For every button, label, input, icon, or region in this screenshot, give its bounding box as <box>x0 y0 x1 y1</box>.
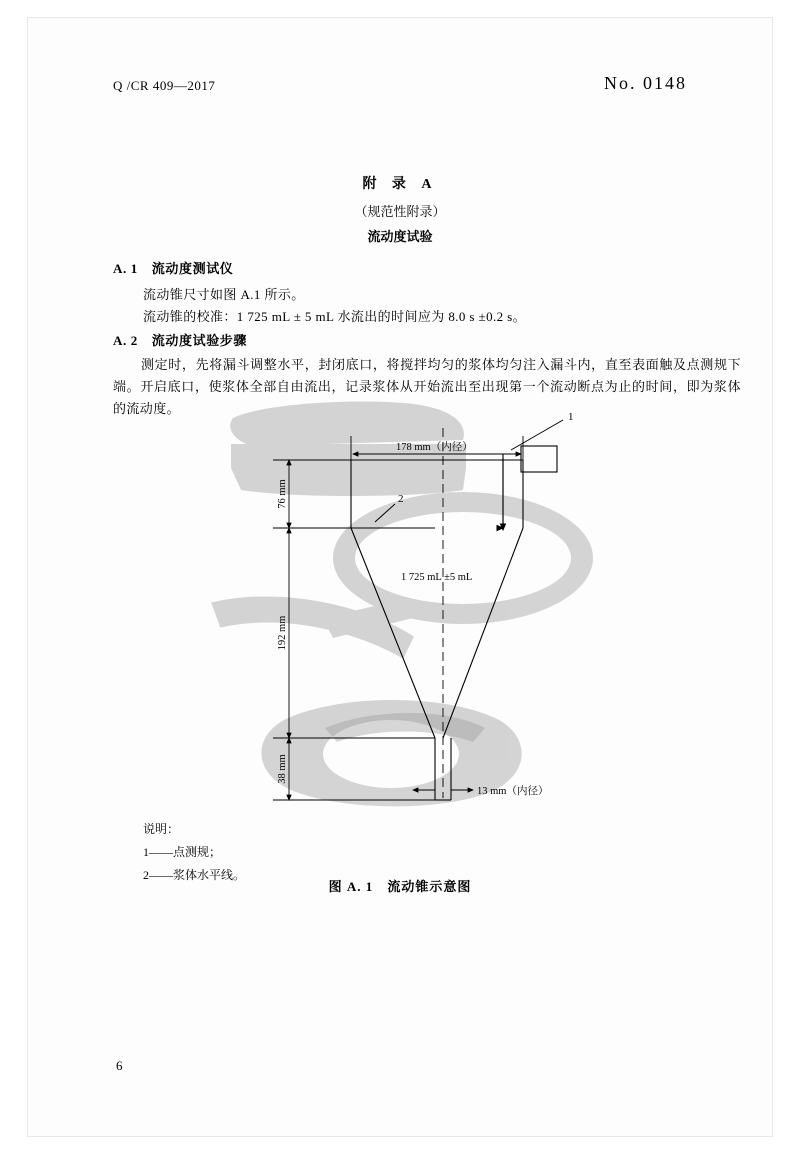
section-heading-a1 <box>113 258 233 277</box>
header-doc-number: No. 0148 <box>604 73 687 93</box>
dim-h3-text: 38 mm <box>277 754 288 784</box>
section-number-a1: A. 1 <box>113 261 138 276</box>
figure-caption-text: 流动锥示意图 <box>387 879 472 894</box>
paragraph-a1-1: 流动锥尺寸如图 A.1 所示。 <box>143 287 305 302</box>
legend-item-1: 1——点测规； <box>143 845 222 859</box>
dim-h2-text: 192 mm <box>277 615 288 651</box>
page-sheet <box>28 18 772 1136</box>
page-number: 6 <box>116 1058 123 1073</box>
figure-caption <box>28 876 772 895</box>
dim-bottom-width-text: 13 mm（内径） <box>477 786 549 797</box>
callout-1-label: 1 <box>568 411 574 423</box>
callout-2-label: 2 <box>398 493 404 505</box>
paragraph-a1-2: 流动锥的校准：1 725 mL ± 5 mL 水流出的时间应为 8.0 s ±0.2 s。 <box>143 309 527 324</box>
legend-title: 说明： <box>143 822 180 836</box>
legend-item-2: 2——浆体水平线。 <box>143 868 246 882</box>
annex-subtitle-2: 流动度试验 <box>367 229 433 244</box>
volume-label: 1 725 mL ±5 mL <box>401 572 473 583</box>
annex-subtitle: （规范性附录） <box>354 204 446 219</box>
section-title-a2: 流动度试验步骤 <box>151 333 247 348</box>
dim-h1-text: 76 mm <box>277 479 288 509</box>
section-title-a1: 流动度测试仪 <box>151 261 234 276</box>
paragraph-a2-1: 测定时，先将漏斗调整水平，封闭底口，将搅拌均匀的浆体均匀注入漏斗内，直至表面触及点测规下端。开启底口，使浆体全部自由流出，记录浆体从开始流出至出现第一个流动断点为止的时间，即为浆体的流动度。 <box>113 357 741 416</box>
dim-top-width-text: 178 mm（内径） <box>396 442 473 453</box>
annex-title: 附 录 A <box>362 177 438 192</box>
figure-caption-label: 图 A. 1 <box>328 879 374 894</box>
section-number-a2: A. 2 <box>113 333 138 348</box>
section-heading-a2 <box>113 330 247 349</box>
header-standard-code: Q /CR 409—2017 <box>113 78 216 93</box>
